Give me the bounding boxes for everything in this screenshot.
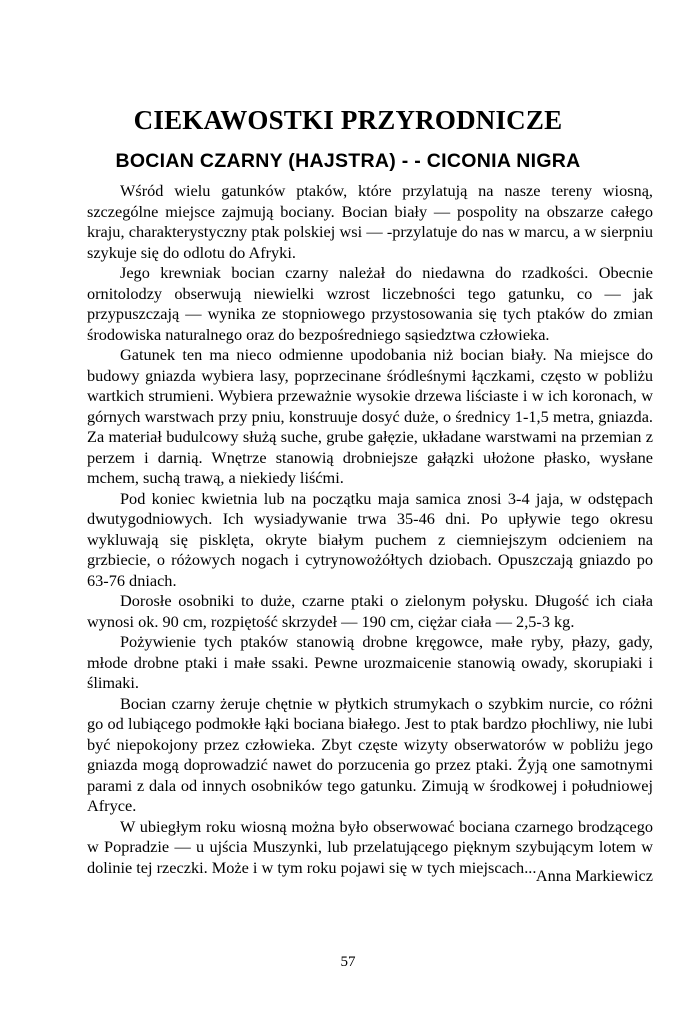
article-body <box>87 181 653 878</box>
paragraph-2: Jego krewniak bocian czarny należał do niedawna do rzadkości. Obecnie ornitolodzy obserwują niewielki wzrost liczebności tego gatunku, co — jak przypuszczają — wynika ze stopniowego przystosowania się tych ptaków do zmian środowiska naturalnego oraz do bezpośredniego sąsiedztwa człowieka. <box>87 263 653 344</box>
paragraph-3: Gatunek ten ma nieco odmienne upodobania niż bocian biały. Na miejsce do budowy gniazda wybiera lasy, poprzecinane śródleśnymi łączkami, często w pobliżu wartkich strumieni. Wybiera przeważnie wysokie drzewa liściaste i w ich koronach, w górnych warstwach przy pniu, konstruuje dosyć duże, o średnicy 1-1,5 metra, gniazda. Za materiał budulcowy służą suche, grube gałęzie, układane warstwami na przemian z perzem i darnią. Wnętrze stanowią drobniejsze gałązki ułożone płasko, wysłane mchem, suchą trawą, a niekiedy liśćmi. <box>87 345 653 487</box>
article-subtitle: BOCIAN CZARNY (HAJSTRA) - - CICONIA NIGRA <box>115 150 581 172</box>
paragraph-5: Dorosłe osobniki to duże, czarne ptaki o zielonym połysku. Długość ich ciała wynosi ok. 90 cm, rozpiętość skrzydeł — 190 cm, ciężar ciała — 2,5-3 kg. <box>87 591 653 631</box>
paragraph-6: Pożywienie tych ptaków stanowią drobne kręgowce, małe ryby, płazy, gady, młode drobne ptaki i małe ssaki. Pewne urozmaicenie stanowią owady, skorupiaki i ślimaki. <box>87 632 653 692</box>
page-number: 57 <box>340 954 356 970</box>
author-signature: Anna Markiewicz <box>535 866 653 885</box>
paragraph-7: Bocian czarny żeruje chętnie w płytkich strumykach o szybkim nurcie, co różni go od lubiącego podmokłe łąki bociana białego. Jest to ptak bardzo płochliwy, nie lubi być niepokojony przez człowieka. Zbyt częste wizyty obserwatorów w pobliżu jego gniazda mogą doprowadzić nawet do porzucenia go przez ptaki. Żyją one samotnymi parami z dala od innych osobników tego gatunku. Zimują w środkowej i południowej Afryce. <box>87 693 653 815</box>
page-title: CIEKAWOSTKI PRZYRODNICZE <box>133 105 563 135</box>
paragraph-1: Wśród wielu gatunków ptaków, które przylatują na nasze tereny wiosną, szczególne miejsce zajmują bociany. Bocian biały — pospolity na obszarze całego kraju, charakterystyczny ptak polskiej wsi — -przylatuje do nas w marcu, a w sierpniu szykuje się do odlotu do Afryki. <box>87 181 653 262</box>
paragraph-8: W ubiegłym roku wiosną można było obserwować bociana czarnego brodzącego w Popradzie — u ujścia Muszynki, lub przelatującego pięknym szybującym lotem w dolinie tej rzeczki. Może i w tym roku pojawi się w tych miejscach... <box>87 816 653 877</box>
paragraph-4: Pod koniec kwietnia lub na początku maja samica znosi 3-4 jaja, w odstępach dwutygodniowych. Ich wysiadywanie trwa 35-46 dni. Po upływie tego okresu wykluwają się pisklęta, okryte białym puchem z ciemniejszym odcieniem na grzbiecie, o różowych nogach i cytrynowożółtych dziobach. Opuszczają gniazdo po 63-76 dniach. <box>87 488 653 590</box>
